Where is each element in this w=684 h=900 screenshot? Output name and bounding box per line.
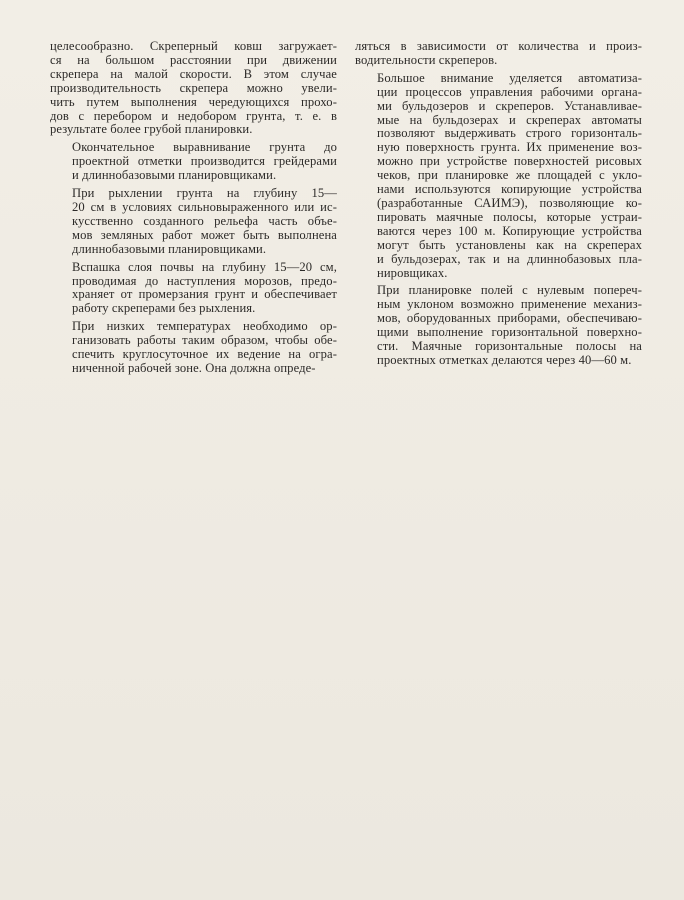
text-line: чить путем выполнения чередующихся прохо- (50, 94, 337, 109)
text-line: 20 см в условиях сильновыраженного или ис- (72, 199, 337, 214)
text-line: кусственно созданного рельефа часть объе- (72, 213, 337, 228)
text-line: При низких температурах необходимо ор- (72, 319, 337, 334)
text-line: проектной отметки производится грейдерами (72, 154, 337, 169)
text-line: позволяют выдерживать строго горизонталь- (377, 126, 642, 141)
text-line: При планировке полей с нулевым попереч- (377, 283, 642, 298)
text-line: могут быть установлены как на скреперах (377, 237, 642, 252)
paragraph (50, 187, 337, 257)
text-line: ции процессов управления рабочими органа- (377, 84, 642, 99)
paragraph (50, 141, 337, 183)
text-line: спечить круглосуточное их ведение на огра- (72, 347, 337, 362)
text-line: Большое внимание уделяется автоматиза- (377, 70, 642, 85)
text-line: и длиннобазовыми планировщиками. (72, 168, 277, 183)
text-line: сти. Маячные горизонтальные полосы на (377, 339, 642, 354)
text-line: производительность скрепера можно увели- (50, 80, 337, 95)
paragraph (50, 320, 337, 376)
text-line: ным уклоном возможно применение механиз- (377, 297, 642, 312)
text-line: нами используются копирующие устройства (377, 182, 642, 197)
text-line: ся на большом расстоянии при движении (50, 52, 337, 67)
text-line: скрепера на малой скорости. В этом случае (50, 66, 337, 81)
text-line: ную поверхность грунта. Их применение воз- (377, 140, 642, 155)
text-line: результате более грубой планировки. (50, 122, 253, 137)
text-line: мые на бульдозерах и скреперах автоматы (377, 112, 642, 127)
text-line: проектных отметках делаются через 40—60 м. (377, 352, 632, 367)
right-column (355, 40, 642, 368)
text-line: При рыхлении грунта на глубину 15— (72, 186, 337, 201)
text-line: можно при устройстве поверхностей рисовых (377, 154, 642, 169)
paragraph (355, 72, 642, 281)
text-line: целесообразно. Скреперный ковш загружает- (50, 39, 337, 53)
text-line: ганизовать работы таким образом, чтобы обе- (72, 333, 337, 348)
text-line: ляться в зависимости от количества и произ- (355, 39, 642, 53)
text-line: работу скреперами без рыхления. (72, 301, 256, 316)
paragraph (50, 261, 337, 317)
paragraph (355, 40, 642, 68)
text-line: храняет от промерзания грунт и обеспечивает (72, 287, 337, 302)
text-line: Окончательное выравнивание грунта до (72, 140, 337, 155)
text-line: щими выполнение горизонтальной поверхно- (377, 325, 642, 340)
paragraph (355, 284, 642, 367)
text-line: проводимая до наступления морозов, предо- (72, 273, 337, 288)
text-line: пировать маячные полосы, которые устраи- (377, 209, 642, 224)
text-line: ваются через 100 м. Копирующие устройства (377, 223, 642, 238)
text-line: дов с перебором и недобором грунта, т. е. в (50, 108, 337, 123)
text-line: и бульдозерах, так и на длиннобазовых пла- (377, 251, 642, 266)
text-line: мов земляных работ может быть выполнена (72, 227, 337, 242)
paragraph (50, 40, 337, 137)
text-line: водительности скреперов. (355, 52, 498, 67)
text-line: (разработанные САИМЭ), позволяющие ко- (377, 195, 642, 210)
text-line: длиннобазовыми планировщиками. (72, 241, 267, 256)
text-line: ми бульдозеров и скреперов. Устанавливае- (377, 98, 642, 113)
text-line: ниченной рабочей зоне. Она должна опреде- (72, 360, 316, 375)
text-line: чеков, при планировке же площадей с укло- (377, 168, 642, 183)
text-line: мов, оборудованных приборами, обеспечиваю- (377, 311, 642, 326)
text-line: нировщиках. (377, 265, 448, 280)
text-line: Вспашка слоя почвы на глубину 15—20 см, (72, 259, 337, 274)
left-column (50, 40, 337, 376)
